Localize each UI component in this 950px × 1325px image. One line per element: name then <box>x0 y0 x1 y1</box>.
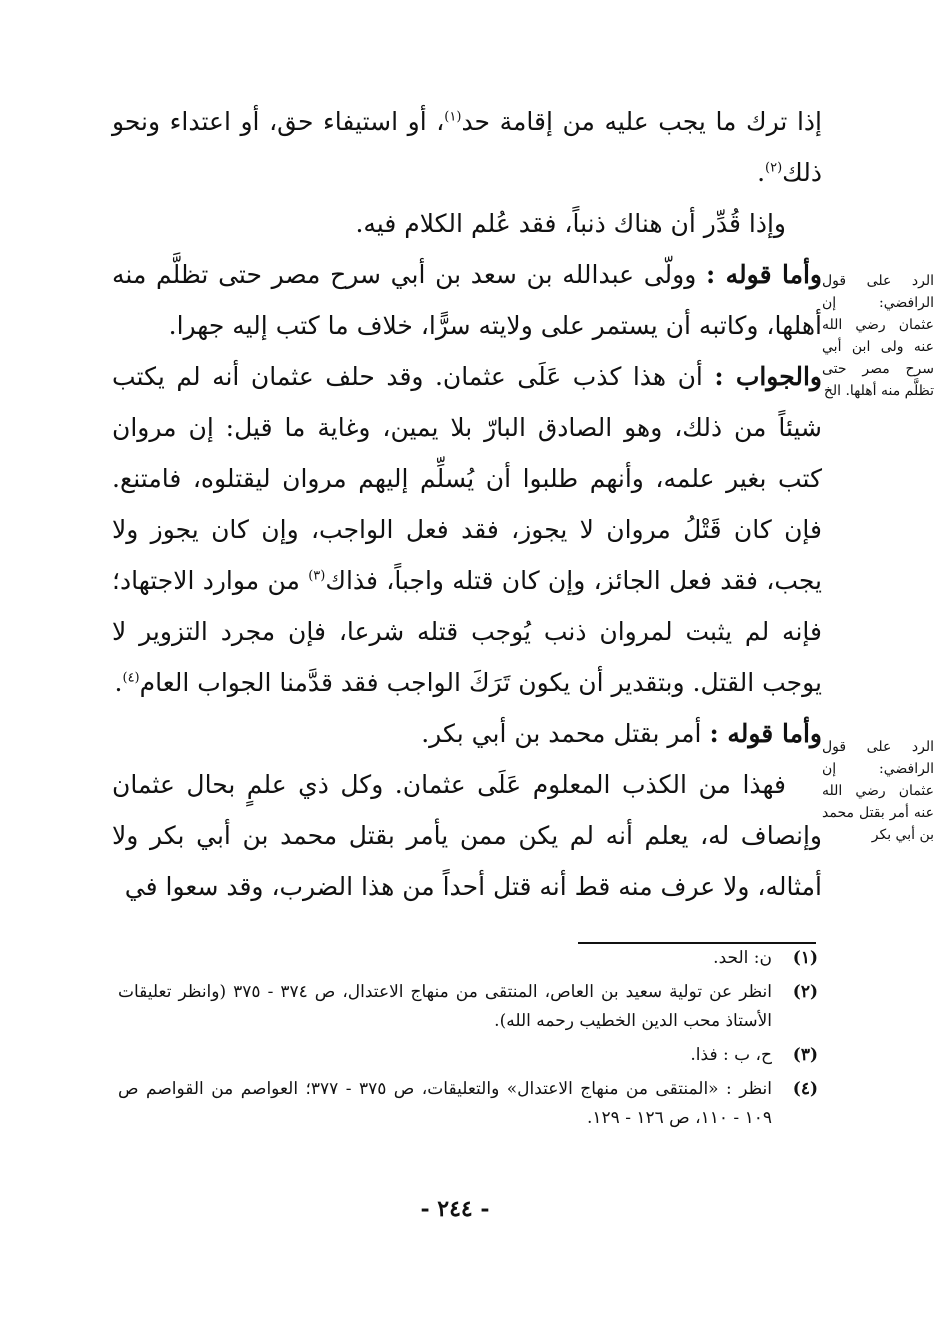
footnote-ref-1: (١) <box>444 109 462 125</box>
paragraph-1-text-b: ، أو استيفاء حق، أو اعتداء ونحو ذلك <box>112 107 822 187</box>
paragraph-5-label: وأما قوله : <box>709 719 822 748</box>
paragraph-5-text: أمر بقتل محمد بن أبي بكر. <box>421 719 710 748</box>
paragraph-4-text-b: من موارد الاجتهاد؛ فإنه لم يثبت لمروان ذنب يُوجب قتله شرعا، فإن مجرد التزوير لا يوجب القتل. وبتقدير أن يكون تَرَكَ الواجب فقد قدَّمنا الجواب العام <box>112 566 822 697</box>
footnote-ref-4: (٤) <box>122 670 140 686</box>
paragraph-4-label: والجواب : <box>714 362 822 391</box>
paragraph-1-text-a: إذا ترك ما يجب عليه من إقامة حد <box>461 107 822 136</box>
footnote-text: ح، ب : فذا. <box>690 1045 772 1065</box>
footnote-number: (٣) <box>792 1045 818 1065</box>
main-text-block <box>112 96 822 912</box>
paragraph-4-text-a: أن هذا كذب عَلَى عثمان. وقد حلف عثمان أنه لم يكتب شيئاً من ذلك، وهو الصادق البارّ بلا يمين، وغاية ما قيل: إن مروان كتب بغير علمه، وأنهم طلبوا أن يُسلِّم إليهم مروان ليقتلوه، فامتنع. فإن كان قَتْلُ مروان لا يجوز، فقد فعل الواجب، وإن كان يجوز ولا يجب، فقد فعل الجائز، وإن كان قتله واجباً، فذاك <box>112 362 822 595</box>
margin-note-2: الرد على قول الرافضي: إن عثمان رضي الله عنه أمر بقتل محمد بن أبي بكر <box>822 739 934 843</box>
margin-note-1: الرد على قول الرافضي: إن عثمان رضي الله عنه ولى ابن أبي سرح مصر حتى تظلَّم منه أهلها. الخ <box>822 273 934 399</box>
paragraph-3 <box>112 249 822 351</box>
paragraph-3-label: وأما قوله : <box>705 260 822 289</box>
footnotes-section <box>118 944 818 1133</box>
footnote-ref-2: (٢) <box>765 160 783 176</box>
page-number: - ٢٤٤ - <box>420 1196 490 1222</box>
footnote-text: ن: الحد. <box>713 948 772 968</box>
footnote-text: انظر : «المنتقى من منهاج الاعتدال» والتعليقات، ص ٣٧٥ - ٣٧٧؛ العواصم من القواصم ص ١٠٩ - ١١٠، ص ١٢٦ - ١٢٩. <box>118 1079 772 1128</box>
paragraph-1-text-c: . <box>757 158 766 187</box>
footnote-number: (٢) <box>792 982 818 1002</box>
footnote-3 <box>118 1041 818 1070</box>
footnote-4 <box>118 1075 818 1133</box>
paragraph-4 <box>112 351 822 708</box>
footnote-text: انظر عن تولية سعيد بن العاص، المنتقى من منهاج الاعتدال، ص ٣٧٤ - ٣٧٥ (وانظر تعليقات الأستاذ محب الدين الخطيب رحمه الله). <box>118 982 772 1031</box>
footnote-number: (١) <box>792 948 818 968</box>
paragraph-2: وإذا قُدِّر أن هناك ذنباً، فقد عُلم الكلام فيه. <box>355 209 786 238</box>
paragraph-1 <box>112 96 822 198</box>
paragraph-4-text-c: . <box>114 668 123 697</box>
footnote-2 <box>118 978 818 1036</box>
footnote-number: (٤) <box>792 1079 818 1099</box>
footnote-ref-3: (٣) <box>308 568 326 584</box>
paragraph-5 <box>112 708 822 759</box>
paragraph-3-text: وولّى عبدالله بن سعد بن أبي سرح مصر حتى تظلَّم منه أهلها، وكاتبه أن يستمر على ولايته سرًّا، خلاف ما كتب إليه جهرا. <box>112 260 822 340</box>
paragraph-6: فهذا من الكذب المعلوم عَلَى عثمان. وكل ذي علمٍ بحال عثمان وإنصاف له، يعلم أنه لم يكن ممن يأمر بقتل محمد بن أبي بكر ولا أمثاله، ولا عرف منه قط أنه قتل أحداً من هذا الضرب، وقد سعوا في <box>112 770 822 901</box>
footnote-1 <box>118 944 818 973</box>
